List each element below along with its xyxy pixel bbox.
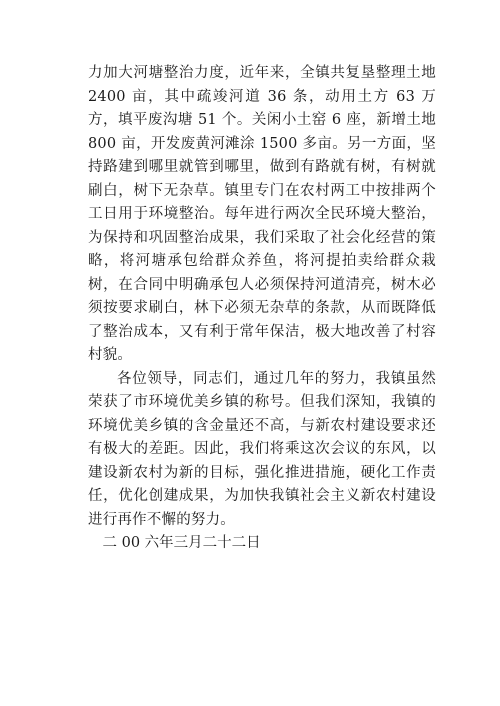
document-date: 二 00 六年三月二十二日 bbox=[102, 535, 261, 551]
body-paragraph-2: 各位领导，同志们，通过几年的努力，我镇虽然荣获了市环境优美乡镇的称号。但我们深知，我镇的环境优美乡镇的含金量还不高，与新农村建设要求还有极大的差距。因此，我们将乘这次会议的东风，以建设新农村为新的目标，强化推进措施，硬化工作责任，优化创建成果，为加快我镇社会主义新农村建设进行再作不懈的努力。 bbox=[88, 370, 436, 528]
body-paragraph-1: 力加大河塘整治力度，近年来，全镇共复垦整理土地 2400 亩，其中疏竣河道 36 条，动用土方 63 万方，填平废沟塘 51 个。关闲小土窑 6 座，新增土地 800 亩，开发废黄河滩涂 1500 多亩。另一方面，坚持路建到哪里就管到哪里，做到有路就有树，有树就刷白，树下无杂草。镇里专门在农村两工中按排两个工日用于环境整治。每年进行两次全民环境大整治，为保持和巩固整治成果，我们采取了社会化经营的策略，将河塘承包给群众养鱼，将河提拍卖给群众栽树，在合同中明确承包人必须保持河道清亮，树木必须按要求刷白，林下必须无杂草的条款，从而既降低了整治成本，又有利于常年保洁，极大地改善了村容村貌。 bbox=[88, 65, 436, 363]
document-body bbox=[88, 62, 436, 556]
